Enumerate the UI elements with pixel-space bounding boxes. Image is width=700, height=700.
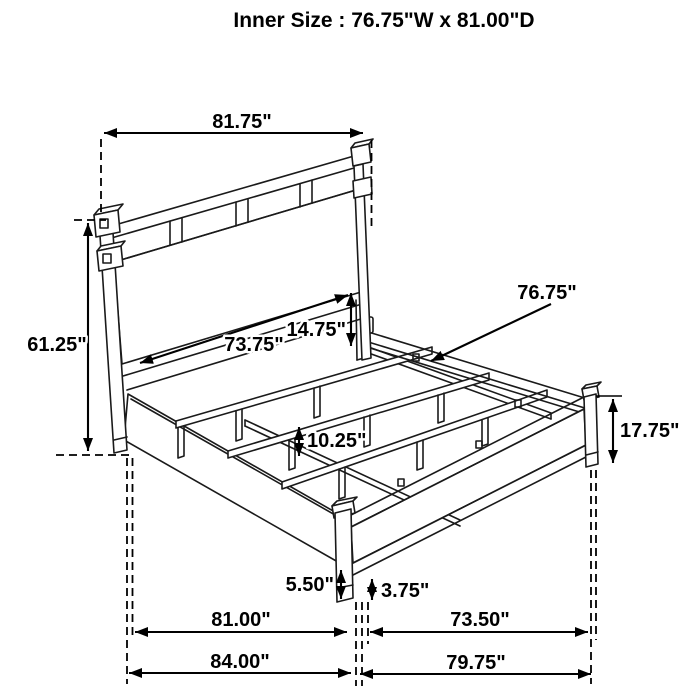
- dim-panel-to-rail-height: 14.75": [286, 319, 346, 341]
- dim-footboard-height: 17.75": [620, 420, 680, 442]
- dim-overall-width: 81.75": [212, 111, 272, 133]
- dim-inner-width: 76.75": [517, 282, 577, 304]
- dim-footboard-inner-span: 73.50": [450, 609, 510, 631]
- dim-headboard-panel-width: 73.75": [224, 334, 284, 356]
- dim-headboard-height: 61.25": [27, 334, 87, 356]
- dim-inner-depth-left: 81.00": [211, 609, 271, 631]
- inner-width-leader: [431, 304, 551, 361]
- dim-overall-depth-left: 84.00": [210, 651, 270, 673]
- side-rail-left: [124, 394, 351, 566]
- dim-footboard-outer-span: 79.75": [446, 652, 506, 674]
- dim-footboard-clearance: 3.75": [381, 580, 430, 602]
- page-title: Inner Size : 76.75"W x 81.00"D: [233, 9, 535, 32]
- dim-support-leg-height: 10.25": [307, 430, 367, 452]
- dim-side-rail-clearance: 5.50": [285, 574, 334, 596]
